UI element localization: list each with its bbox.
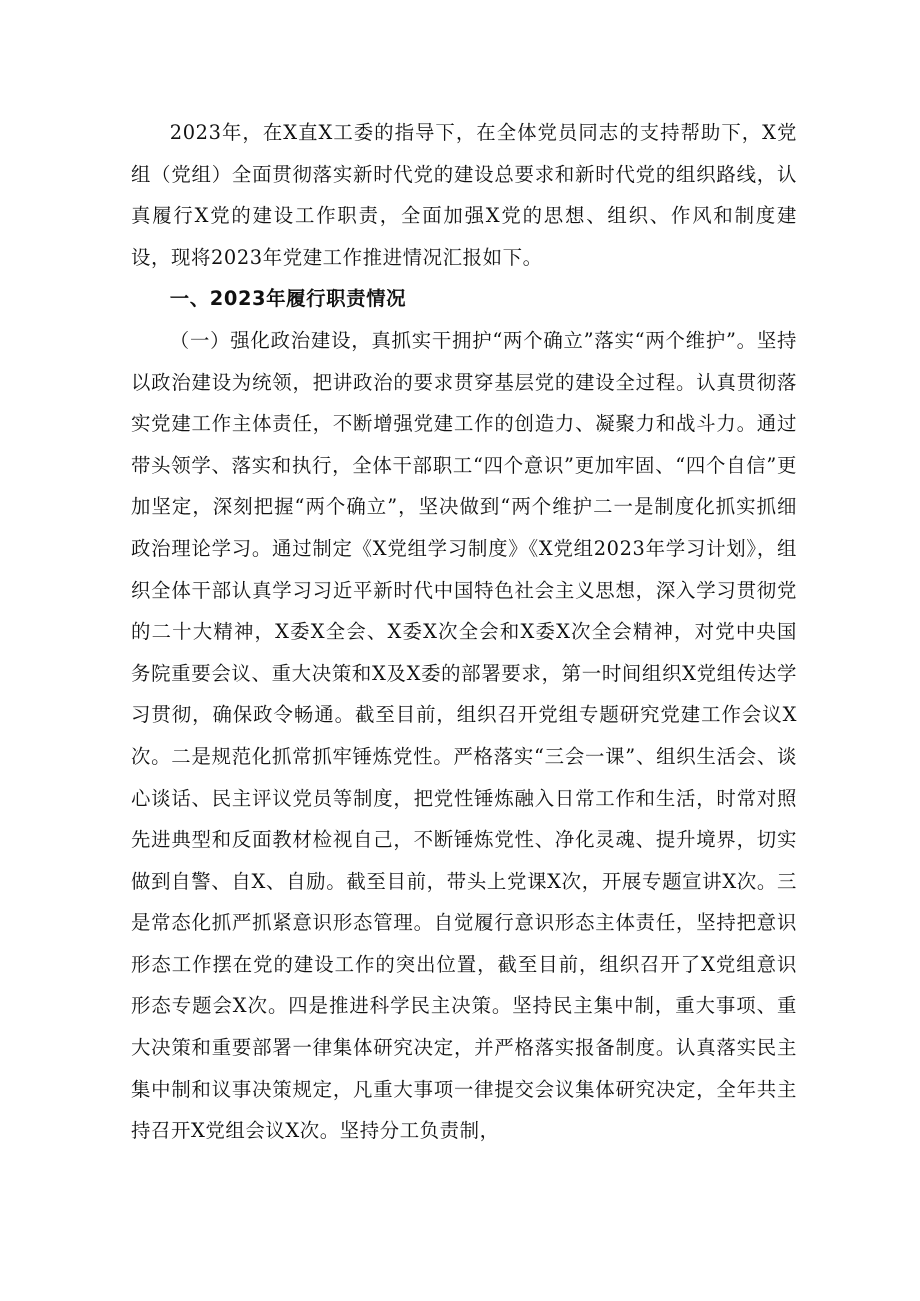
document-body (131, 112, 797, 1152)
section-paragraph: （一）强化政治建设，真抓实干拥护“两个确立”落实“两个维护”。坚持以政治建设为统领，把讲政治的要求贯穿基层党的建设全过程。认真贯彻落实党建工作主体责任，不断增强党建工作的创造力、凝聚力和战斗力。通过带头领学、落实和执行，全体干部职工“四个意识”更加牢固、“四个自信”更加坚定，深刻把握“两个确立”，坚决做到“两个维护二一是制度化抓实抓细政治理论学习。通过制定《X党组学习制度》《X党组2023年学习计划》，组织全体干部认真学习习近平新时代中国特色社会主义思想，深入学习贯彻党的二十大精神，X委X全会、X委X次全会和X委X次全会精神，对党中央国务院重要会议、重大决策和X及X委的部署要求，第一时间组织X党组传达学习贯彻，确保政令畅通。截至目前，组织召开党组专题研究党建工作会议X次。二是规范化抓常抓牢锤炼党性。严格落实“三会一课”、组织生活会、谈心谈话、民主评议党员等制度，把党性锤炼融入日常工作和生活，时常对照先进典型和反面教材检视自己，不断锤炼党性、净化灵魂、提升境界，切实做到自警、自X、自励。截至目前，带头上党课X次，开展专题宣讲X次。三是常态化抓严抓紧意识形态管理。自觉履行意识形态主体责任，坚持把意识形态工作摆在党的建设工作的突出位置，截至目前，组织召开了X党组意识形态专题会X次。四是推进科学民主决策。坚持民主集中制，重大事项、重大决策和重要部署一律集体研究决定，并严格落实报备制度。认真落实民主集中制和议事决策规定，凡重大事项一律提交会议集体研究决定，全年共主持召开X党组会议X次。坚持分工负责制， (131, 328, 797, 1143)
intro-paragraph: 2023年，在X直X工委的指导下，在全体党员同志的支持帮助下，X党组（党组）全面贯彻落实新时代党的建设总要求和新时代党的组织路线，认真履行X党的建设工作职责，全面加强X党的思想、组织、作风和制度建设，现将2023年党建工作推进情况汇报如下。 (131, 121, 797, 269)
section-heading: 一、2023年履行职责情况 (169, 287, 407, 311)
